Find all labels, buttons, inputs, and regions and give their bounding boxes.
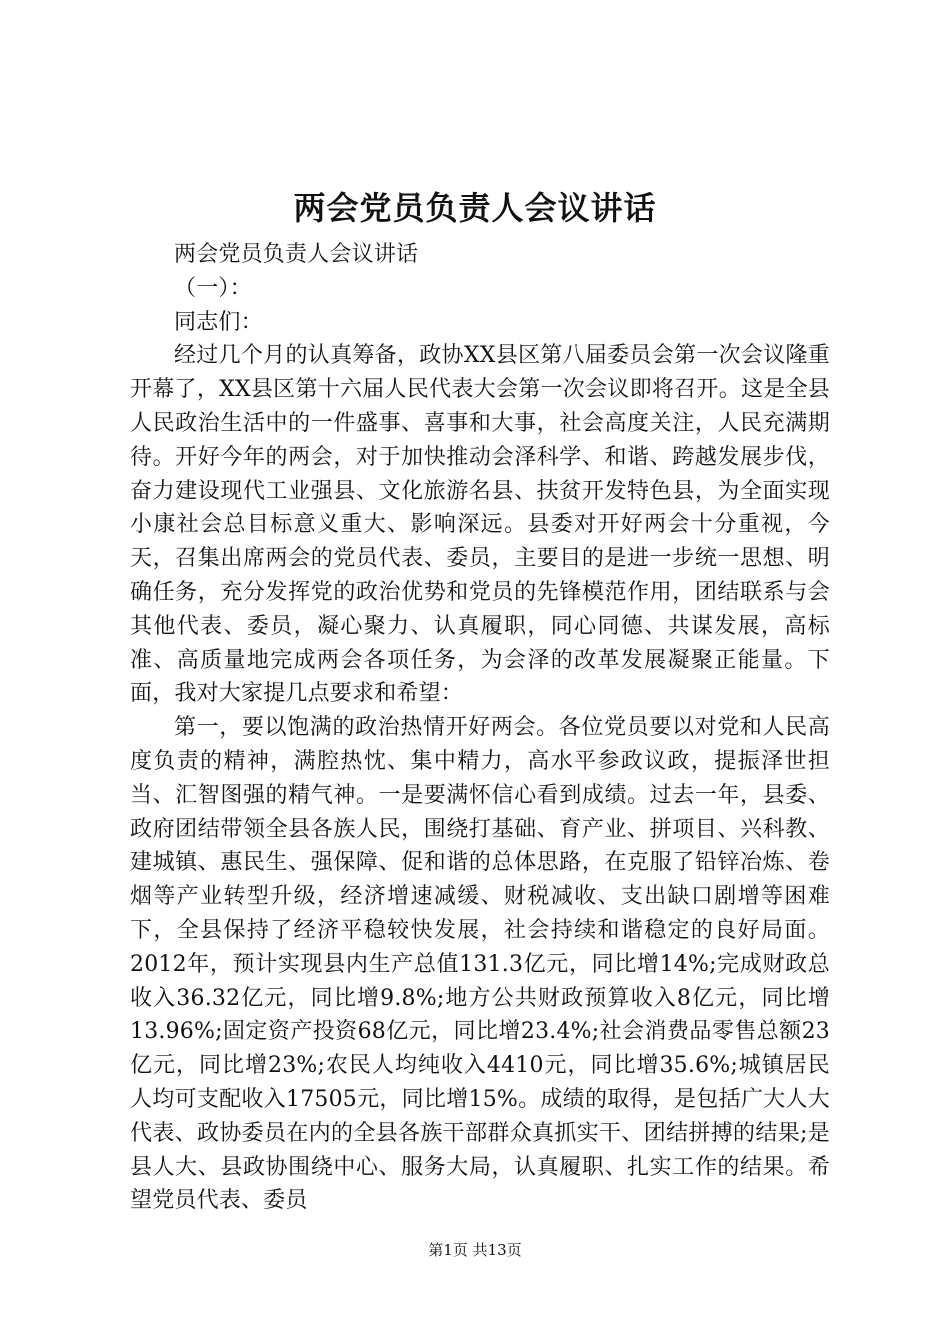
subtitle-paragraph: 两会党员负责人会议讲话 — [174, 242, 419, 267]
section-marker-paragraph: （一）： — [174, 275, 252, 301]
page-indicator: 第1页 共13页 — [428, 1241, 522, 1259]
intro-paragraph: 经过几个月的认真筹备，政协XX县区第八届委员会第一次会议隆重开幕了，XX县区第十六届人民代表大会第一次会议即将召开。这是全县人民政治生活中的一件盛事、喜事和大事，社会高度关注，人民充满期待。开好今年的两会，对于加快推动会泽科学、和谐、跨越发展步伐，奋力建设现代工业强县、文化旅游名县、扶贫开发特色县，为全面实现小康社会总目标意义重大、影响深远。县委对开好两会十分重视，今天，召集出席两会的党员代表、委员，主要目的是进一步统一思想、明确任务，充分发挥党的政治优势和党员的先锋模范作用，团结联系与会其他代表、委员，凝心聚力、认真履职，同心同德、共谋发展，高标准、高质量地完成两会各项任务，为会泽的改革发展凝聚正能量。下面，我对大家提几点要求和希望： — [130, 343, 830, 707]
first-point-paragraph: 第一，要以饱满的政治热情开好两会。各位党员要以对党和人民高度负责的精神，满腔热忱、集中精力，高水平参政议政，提振泽世担当、汇智图强的精气神。一是要满怀信心看到成绩。过去一年，县委、政府团结带领全县各族人民，围绕打基础、育产业、拼项目、兴科教、建城镇、惠民生、强保障、促和谐的总体思路，在克服了铅锌冶炼、卷烟等产业转型升级，经济增速减缓、财税减收、支出缺口剧增等困难下，全县保持了经济平稳较快发展，社会持续和谐稳定的良好局面。2012年，预计实现县内生产总值131.3亿元，同比增14%;完成财政总收入36.32亿元，同比增9.8%;地方公共财政预算收入8亿元，同比增13.96%;固定资产投资68亿元，同比增23.4%;社会消费品零售总额23亿元，同比增23%;农民人均纯收入4410元，同比增35.6%;城镇居民人均可支配收入17505元，同比增15%。成绩的取得，是包括广大人大代表、政协委员在内的全县各族干部群众真抓实干、团结拼搏的结果;是县人大、县政协围绕中心、服务大局，认真履职、扎实工作的结果。希望党员代表、委员 — [130, 715, 830, 1214]
document-body — [130, 238, 830, 1218]
salutation-paragraph: 同志们： — [174, 309, 263, 335]
document-title: 两会党员负责人会议讲话 — [293, 189, 657, 227]
